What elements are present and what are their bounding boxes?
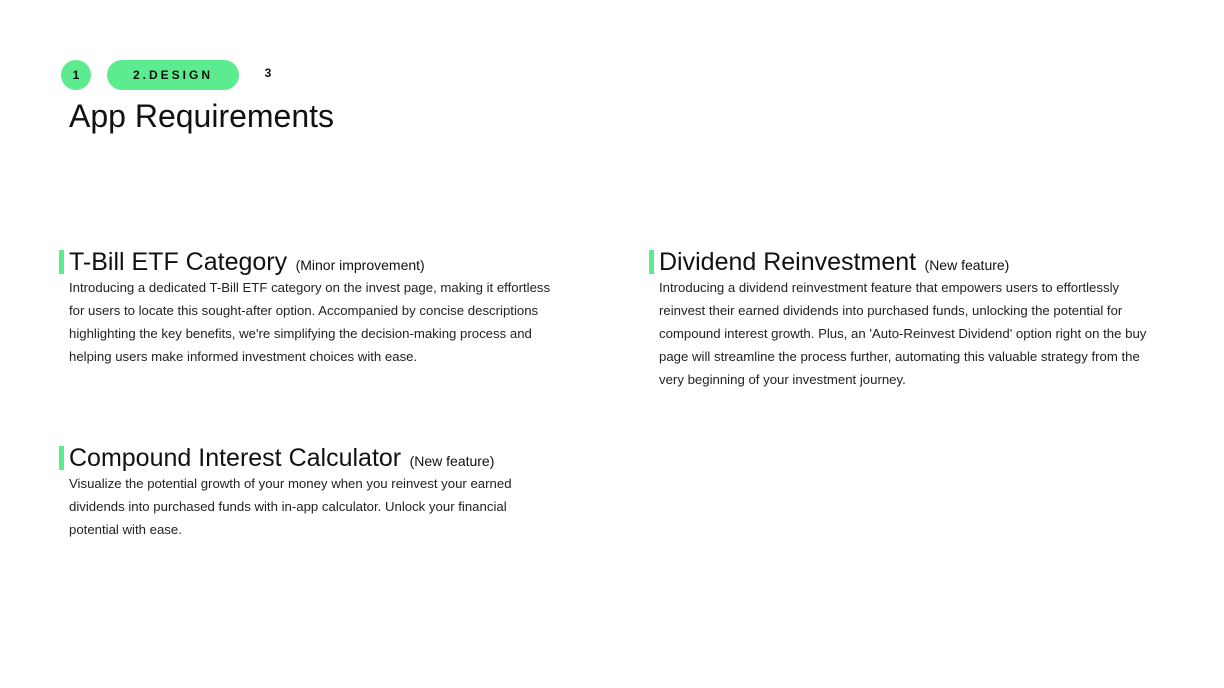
section-body: Visualize the potential growth of your money when you reinvest your earned dividends into purchased funds with in-app calculator. Unlock your financial potential with ease.	[69, 476, 512, 537]
section-title: Dividend Reinvestment	[659, 248, 917, 276]
accent-bar	[649, 250, 654, 274]
section-body: Introducing a dividend reinvestment feature that empowers users to effortlessly reinvest their earned dividends into purchased funds, unlocking the potential for compound interest growth. Plus, an 'Auto-Reinvest Dividend' option right on the buy page will streamline the process further, automating this valuable strategy from the very beginning of your investment journey.	[659, 280, 1147, 387]
section-title: T-Bill ETF Category	[69, 248, 288, 276]
section-tag: (New feature)	[409, 453, 495, 469]
section-tag: (New feature)	[924, 257, 1010, 273]
step-3-indicator[interactable]: 3	[264, 66, 272, 80]
page-title: App Requirements	[69, 98, 335, 134]
step-2-indicator-active[interactable]: 2.DESIGN	[107, 60, 239, 90]
accent-bar	[59, 446, 64, 470]
accent-bar	[59, 250, 64, 274]
section-tag: (Minor improvement)	[295, 257, 425, 273]
section-body: Introducing a dedicated T-Bill ETF category on the invest page, making it effortless for users to locate this sought-after option. Accompanied by concise descriptions highlighting the key benefits, we're simplifying the decision-making process and helping users make informed investment choices with ease.	[69, 280, 551, 364]
step-1-indicator[interactable]: 1	[61, 60, 91, 90]
section-title: Compound Interest Calculator	[69, 444, 402, 472]
